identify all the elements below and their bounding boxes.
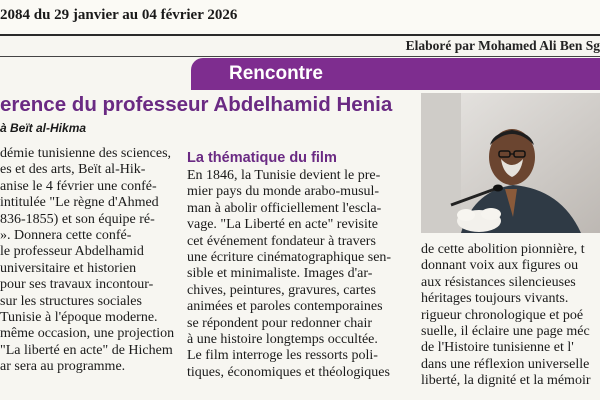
issue-date-banner (0, 0, 600, 34)
text-line: Le film interroge les ressorts poli- (187, 348, 378, 364)
text-line: de cette abolition pionnière, t (421, 242, 585, 257)
text-line: universitaire et historien (0, 260, 137, 276)
text-line: cet événement fondateur à travers (187, 233, 376, 249)
text-line: suelle, il éclaire une page méc (421, 324, 590, 340)
text-line: vage. "La Liberté en acte" revisite (187, 217, 378, 233)
section-badge (191, 58, 600, 90)
article-column-1 (0, 146, 174, 376)
text-line: ar sera au programme. (0, 359, 126, 375)
text-line: le professeur Abdelhamid (0, 244, 144, 260)
text-line: même occasion, une projection (0, 326, 175, 342)
text-line: héritages toujours vivants. (421, 291, 569, 307)
text-line: se répondent pour redonner chair (187, 315, 373, 331)
portrait-illustration (421, 93, 600, 233)
text-line: ». Donnera cette confé- (0, 228, 132, 244)
byline-rule (0, 56, 600, 57)
text-line: mier pays du monde arabo-musul- (187, 184, 380, 200)
text-line: pour ses travaux incontour- (0, 277, 154, 293)
issue-dates: 2084 du 29 janvier au 04 février 2026 (0, 7, 238, 23)
text-line: es et des arts, Beït al-Hik- (0, 162, 146, 178)
text-line: anise le 4 février une confé- (0, 178, 157, 194)
text-line: sur les structures sociales (0, 293, 142, 309)
professor-photo (421, 93, 600, 233)
text-line: donnant voix aux figures ou (421, 258, 579, 274)
text-line: tiques, économiques et théologiques (187, 364, 390, 380)
text-line: chives, peintures, gravures, cartes (187, 282, 376, 298)
text-line: aux résistances silencieuses (421, 274, 576, 290)
article-subhead: à Beït al-Hikma (0, 121, 87, 135)
text-line: à une histoire longtemps occultée. (187, 332, 378, 348)
byline: Elaboré par Mohamed Ali Ben Sg (405, 38, 600, 53)
text-line: man à abolir officiellement l'escla- (187, 200, 382, 216)
article-column-3 (421, 242, 591, 390)
text-line: dans une réflexion universelle (421, 356, 590, 372)
text-line: intitulée "Le règne d'Ahmed (0, 195, 159, 211)
header-rule (0, 34, 600, 36)
text-line: Tunisie à l'époque moderne. (0, 310, 158, 326)
text-line: "La liberté en acte" de Hichem (0, 342, 173, 358)
section-label: Rencontre (229, 63, 323, 84)
section-title-film: La thématique du film (187, 150, 337, 166)
text-line: sible et minimaliste. Images d'ar- (187, 266, 373, 282)
article-headline: erence du professeur Abdelhamid Henia (0, 93, 393, 116)
article-column-2 (187, 168, 391, 381)
text-line: une écriture cinématographique sen- (187, 250, 392, 266)
text-line: de l'Histoire tunisienne et l' (421, 340, 574, 356)
text-line: En 1846, la Tunisie devient le pre- (187, 168, 381, 183)
text-line: animées et paroles contemporaines (187, 299, 383, 315)
text-line: démie tunisienne des sciences, (0, 146, 172, 161)
text-line: 836-1855) et son équipe ré- (0, 211, 155, 227)
text-line: rigueur chronologique et poé (421, 307, 584, 323)
text-line: liberté, la dignité et la mémoir (421, 373, 591, 389)
